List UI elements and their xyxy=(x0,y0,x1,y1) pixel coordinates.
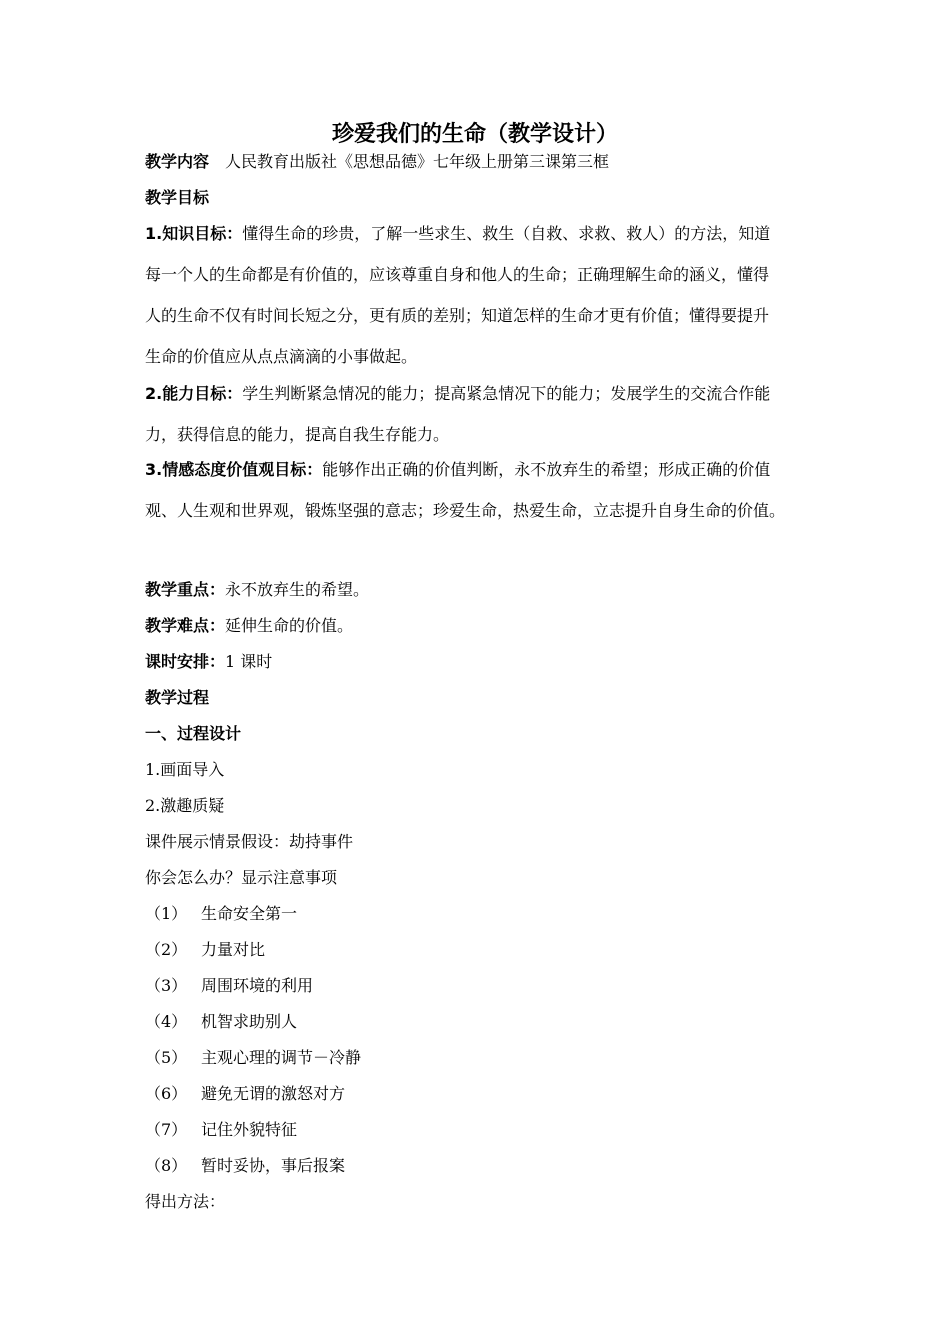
key-point-line xyxy=(145,578,369,602)
document-title: 珍爱我们的生命（教学设计） xyxy=(331,122,618,147)
process-heading: 教学过程 xyxy=(145,688,210,707)
ability-objective-line-1: 2.能力目标：学生判断紧急情况的能力；提高紧急情况下的能力；发展学生的交流合作能 xyxy=(145,384,771,403)
knowledge-objective-line-1: 1.知识目标：懂得生命的珍贵，了解一些求生、救生（自救、求救、救人）的方法，知道 xyxy=(145,224,771,243)
teaching-content-line xyxy=(145,150,609,174)
difficulty-line xyxy=(145,614,353,638)
difficulty-label: 教学难点： xyxy=(145,616,226,635)
list-item: （6） 避免无谓的激怒对方 xyxy=(145,1084,346,1103)
conclusion-text: 得出方法： xyxy=(145,1192,226,1211)
list-item: （5） 主观心理的调节－冷静 xyxy=(145,1048,362,1067)
list-item: （4） 机智求助别人 xyxy=(145,1012,298,1031)
knowledge-objective-line-4: 生命的价值应从点点滴滴的小事做起。 xyxy=(145,347,418,366)
schedule-label: 课时安排： xyxy=(145,652,226,671)
ability-objective-label: 2.能力目标： xyxy=(145,384,243,403)
scenario-text: 课件展示情景假设：劫持事件 xyxy=(145,832,354,851)
knowledge-objective-line-2: 每一个人的生命都是有价值的，应该尊重自身和他人的生命；正确理解生命的涵义，懂得 xyxy=(145,265,770,284)
list-item: （1） 生命安全第一 xyxy=(145,904,298,923)
key-point-text: 永不放弃生的希望。 xyxy=(225,580,370,599)
knowledge-objective-line-3: 人的生命不仅有时间长短之分，更有质的差别；知道怎样的生命才更有价值；懂得要提升 xyxy=(145,306,770,325)
step-2: 2.激趣质疑 xyxy=(145,796,225,815)
knowledge-objective-label: 1.知识目标： xyxy=(145,224,243,243)
question-text: 你会怎么办？显示注意事项 xyxy=(145,868,338,887)
step-1: 1.画面导入 xyxy=(145,760,225,779)
list-item: （8） 暂时妥协，事后报案 xyxy=(145,1156,346,1175)
list-item: （7） 记住外貌特征 xyxy=(145,1120,298,1139)
ability-objective-line-2: 力，获得信息的能力，提高自我生存能力。 xyxy=(145,425,450,444)
emotion-objective-line-2: 观、人生观和世界观，锻炼坚强的意志；珍爱生命，热爱生命，立志提升自身生命的价值。 xyxy=(145,501,786,520)
teaching-content-text: 人民教育出版社《思想品德》七年级上册第三课第三框 xyxy=(225,152,610,171)
emotion-objective-label: 3.情感态度价值观目标： xyxy=(145,460,323,479)
objectives-heading: 教学目标 xyxy=(145,188,210,207)
schedule-text: 1 课时 xyxy=(225,652,273,671)
key-point-label: 教学重点： xyxy=(145,580,226,599)
list-item: （3） 周围环境的利用 xyxy=(145,976,314,995)
teaching-content-label: 教学内容 xyxy=(145,152,210,171)
emotion-objective-line-1: 3.情感态度价值观目标：能够作出正确的价值判断，永不放弃生的希望；形成正确的价值 xyxy=(145,460,771,479)
list-item: （2） 力量对比 xyxy=(145,940,266,959)
schedule-line xyxy=(145,650,272,674)
difficulty-text: 延伸生命的价值。 xyxy=(225,616,354,635)
section-heading: 一、过程设计 xyxy=(145,724,242,743)
